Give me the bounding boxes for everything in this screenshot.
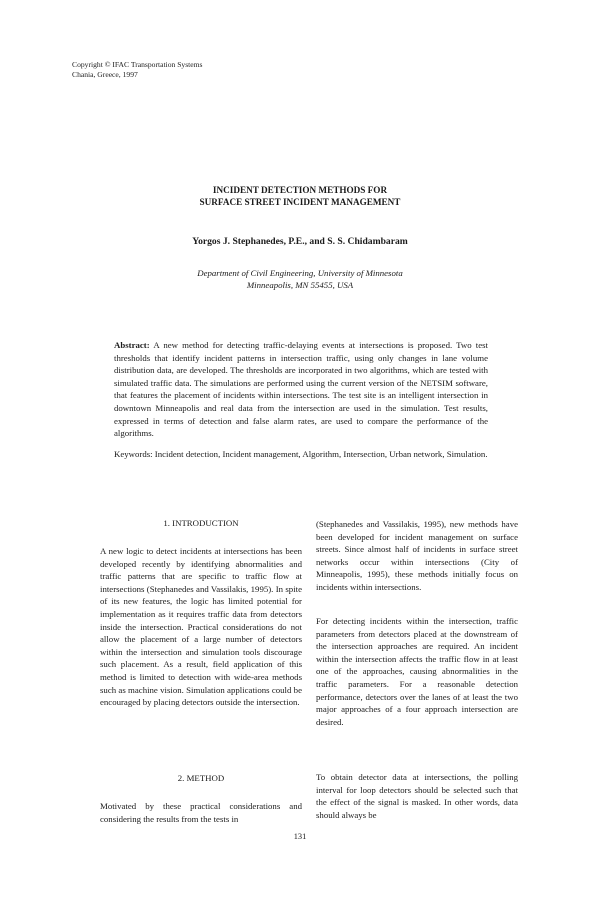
keywords: Keywords: Incident detection, Incident management, Algorithm, Intersection, Urban network, Simulation. [114,449,488,459]
copyright-line-2: Chania, Greece, 1997 [72,70,138,79]
affiliation-line-2: Minneapolis, MN 55455, USA [246,280,354,290]
copyright-line-1: Copyright © IFAC Transportation Systems [72,60,203,69]
introduction-heading: 1. INTRODUCTION [163,518,239,528]
title-line-1: INCIDENT DETECTION METHODS FOR [212,185,388,195]
introduction-paragraph: A new logic to detect incidents at intersections has been developed recently by identifying abnormalities and traffic patterns that are specific to traffic flow at intersections (Stephanedes and Vassilakis, 1995). In spite of its new features, the logic has limited potential for implementation as it requires traffic data from detectors inside the intersection. Practical considerations do not allow the placement of a large number of detectors within the intersection and simulation tools discourage such placement. As a result, field application of this method is limited to detection with wide-area methods such as machine vision. Simulation applications could be encouraged by placing detectors outside the intersection. [100,546,302,708]
right-paragraph-2: For detecting incidents within the intersection, traffic parameters from detectors placed at the downstream of the intersection approaches are required. An incident within the intersection affects the traffic flow in at least one of the approaches, causing abnormalities in the traffic parameters. For a reasonable detection performance, detectors over the lanes of at least the two major approaches of a four approach intersection are desired. [316,616,518,727]
right-column-para-3 [316,771,518,821]
method-heading: 2. METHOD [177,773,225,783]
affiliation [0,267,600,291]
title-line-2: SURFACE STREET INCIDENT MANAGEMENT [199,197,401,207]
abstract [114,339,488,440]
abstract-label: Abstract: [114,340,150,350]
right-paragraph-3: To obtain detector data at intersections, the polling interval for loop detectors should be selected such that the effect of the signal is masked. In other words, data should always be [316,772,518,820]
copyright-notice [72,60,203,80]
affiliation-line-1: Department of Civil Engineering, University of Minnesota [197,268,403,278]
abstract-text: A new method for detecting traffic-delaying events at intersections is proposed. Two test thresholds that identify incident patterns in intersection traffic, using only changes in lane volume distribution data, are developed. The thresholds are incorporated in two algorithms, which are tested with simulated traffic data. The simulations are performed using the current version of the NETSIM software, that features the placement of incidents within intersections. The test site is an intelligent intersection in downtown Minneapolis and real data from the intersection are used in the simulation. Test results, expressed in terms of detection and false alarm rates, are used to compare the performance of the algorithms. [114,340,489,439]
paper-title [0,184,600,208]
method-paragraph: Motivated by these practical considerations and considering the results from the tests in [100,801,302,824]
left-column-intro [100,545,302,709]
authors: Yorgos J. Stephanedes, P.E., and S. S. Chidambaram [192,236,408,247]
page-number: 131 [293,832,307,841]
right-column-para-1 [316,518,518,594]
left-column-method [100,800,302,825]
right-column-para-2 [316,615,518,728]
right-paragraph-1: (Stephanedes and Vassilakis, 1995), new methods have been developed for incident management on surface streets. Since almost half of incidents in surface street networks occur within intersections (City of Minneapolis, 1995), these methods initially focus on incidents within intersections. [316,519,518,592]
